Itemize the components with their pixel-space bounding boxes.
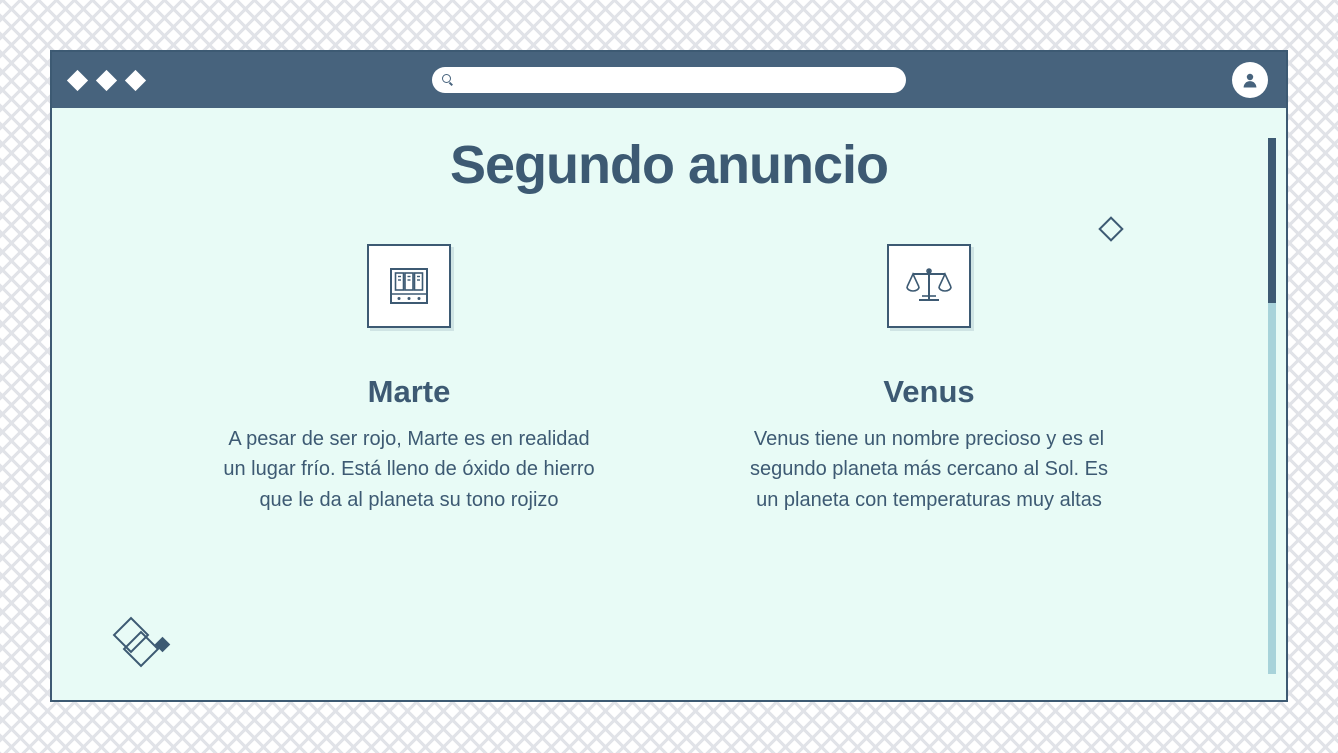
address-bar[interactable] — [432, 67, 906, 93]
slide-content — [52, 108, 1286, 700]
browser-window — [50, 50, 1288, 702]
column-marte — [219, 244, 599, 515]
diamond-outline-icon-right — [1098, 216, 1123, 241]
page-title: Segundo anuncio — [450, 135, 888, 195]
column-title-marte: Marte — [367, 374, 451, 409]
columns-container — [52, 244, 1286, 515]
browser-title-bar — [52, 52, 1286, 108]
archive-files-icon — [367, 244, 451, 328]
window-control-dot-1[interactable] — [67, 69, 88, 90]
user-avatar-icon[interactable] — [1232, 62, 1268, 98]
address-input[interactable] — [460, 73, 896, 87]
scrollbar-track[interactable] — [1268, 138, 1276, 674]
column-title-venus: Venus — [883, 374, 975, 409]
column-text-marte: A pesar de ser rojo, Marte es en realidad un lugar frío. Está lleno de óxido de hierro que le da al planeta su tono rojizo — [223, 428, 595, 511]
window-control-dot-3[interactable] — [125, 69, 146, 90]
column-venus — [739, 244, 1119, 515]
column-text-venus: Venus tiene un nombre precioso y es el segundo planeta más cercano al Sol. Es un planeta con temperaturas muy altas — [750, 428, 1108, 511]
search-icon — [442, 74, 454, 86]
window-controls[interactable] — [70, 73, 143, 88]
window-control-dot-2[interactable] — [96, 69, 117, 90]
balance-scale-icon — [887, 244, 971, 328]
scrollbar-thumb[interactable] — [1268, 138, 1276, 303]
